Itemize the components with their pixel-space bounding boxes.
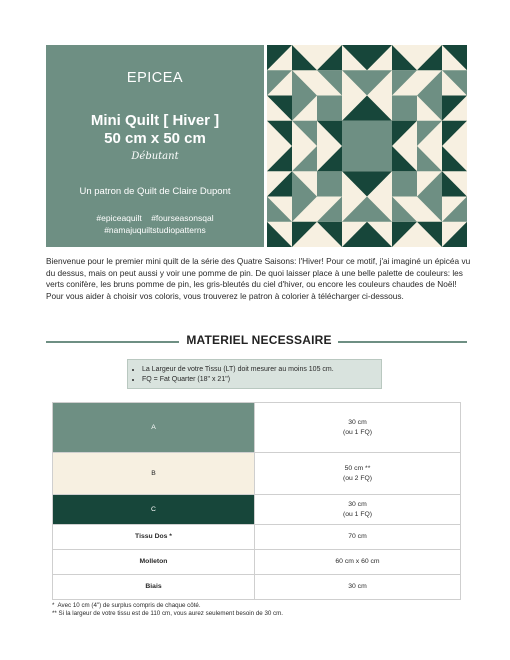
footnote-width: ** Si la largeur de votre tissu est de 110 cm, vous aurez seulement besoin de 30 cm. (52, 610, 284, 617)
fabric-amount: 60 cm x 60 cm (255, 550, 461, 575)
section-title: MATERIEL NECESSAIRE (186, 333, 332, 347)
fabric-name: Biais (53, 575, 255, 600)
amount-line: 50 cm ** (344, 465, 371, 472)
brand-name: EPICEA (126, 70, 184, 86)
footnotes (52, 602, 283, 618)
heading-rule-left (46, 341, 179, 343)
fabric-amount (255, 495, 461, 525)
fabric-requirements-table (52, 402, 461, 600)
fabric-amount (255, 403, 461, 453)
hashtags-line-2: #namajuquiltstudiopatterns (104, 225, 206, 235)
notes-box (127, 359, 382, 389)
quilt-block-image (267, 45, 467, 247)
fabric-name: A (53, 403, 255, 453)
quilt-title: Mini Quilt [ Hiver ] (90, 112, 220, 129)
table-row (53, 453, 461, 495)
amount-alt-line: (ou 1 FQ) (342, 510, 373, 518)
quilt-size: 50 cm x 50 cm (104, 130, 206, 147)
table-row (53, 495, 461, 525)
table-row (53, 525, 461, 550)
fabric-amount: 30 cm (255, 575, 461, 600)
note-fabric-width: • La Largeur de votre Tissu (LT) doit mesurer au moins 105 cm. (142, 365, 381, 375)
fabric-amount: 70 cm (255, 525, 461, 550)
section-heading (46, 333, 467, 349)
heading-rule-right (338, 341, 467, 343)
amount-alt-line: (ou 1 FQ) (342, 428, 373, 436)
fabric-name: B (53, 453, 255, 495)
fabric-amount (255, 453, 461, 495)
intro-paragraph: Bienvenue pour le premier mini quilt de la série des Quatre Saisons: l'Hiver! Pour ce motif, j'ai imaginé un épicéa vu du dessus, mais on peut aussi y voir une pomme de pin. De quoi laisser place à une belle palette de couleurs: les verts conifère, les bruns pomme de pin, les gris-bleutés du ciel d'hiver, ou encore les couleurs chaudes de Noël! Pour vous aider à choisir vos coloris, vous trouverez le patron à colorier à télécharger ci-dessous. (46, 256, 471, 301)
fabric-name: C (53, 495, 255, 525)
amount-alt-line: (ou 2 FQ) (342, 474, 373, 482)
table-row (53, 403, 461, 453)
table-row (53, 550, 461, 575)
author-credit: Un patron de Quilt de Claire Dupont (79, 186, 231, 197)
fabric-name: Tissu Dos * (53, 525, 255, 550)
footnote-backing: * Avec 10 cm (4") de surplus compris de chaque côté. (52, 602, 201, 609)
amount-line: 30 cm (348, 419, 367, 426)
amount-line: 30 cm (348, 501, 367, 508)
hashtags (46, 212, 264, 236)
fabric-name: Molleton (53, 550, 255, 575)
table-row (53, 575, 461, 600)
title-panel (46, 45, 264, 247)
skill-level: Débutant (131, 151, 179, 162)
note-fat-quarter: • FQ = Fat Quarter (18" x 21") (142, 375, 381, 385)
hashtags-line-1: #epiceaquilt #fourseasonsqal (96, 213, 214, 223)
